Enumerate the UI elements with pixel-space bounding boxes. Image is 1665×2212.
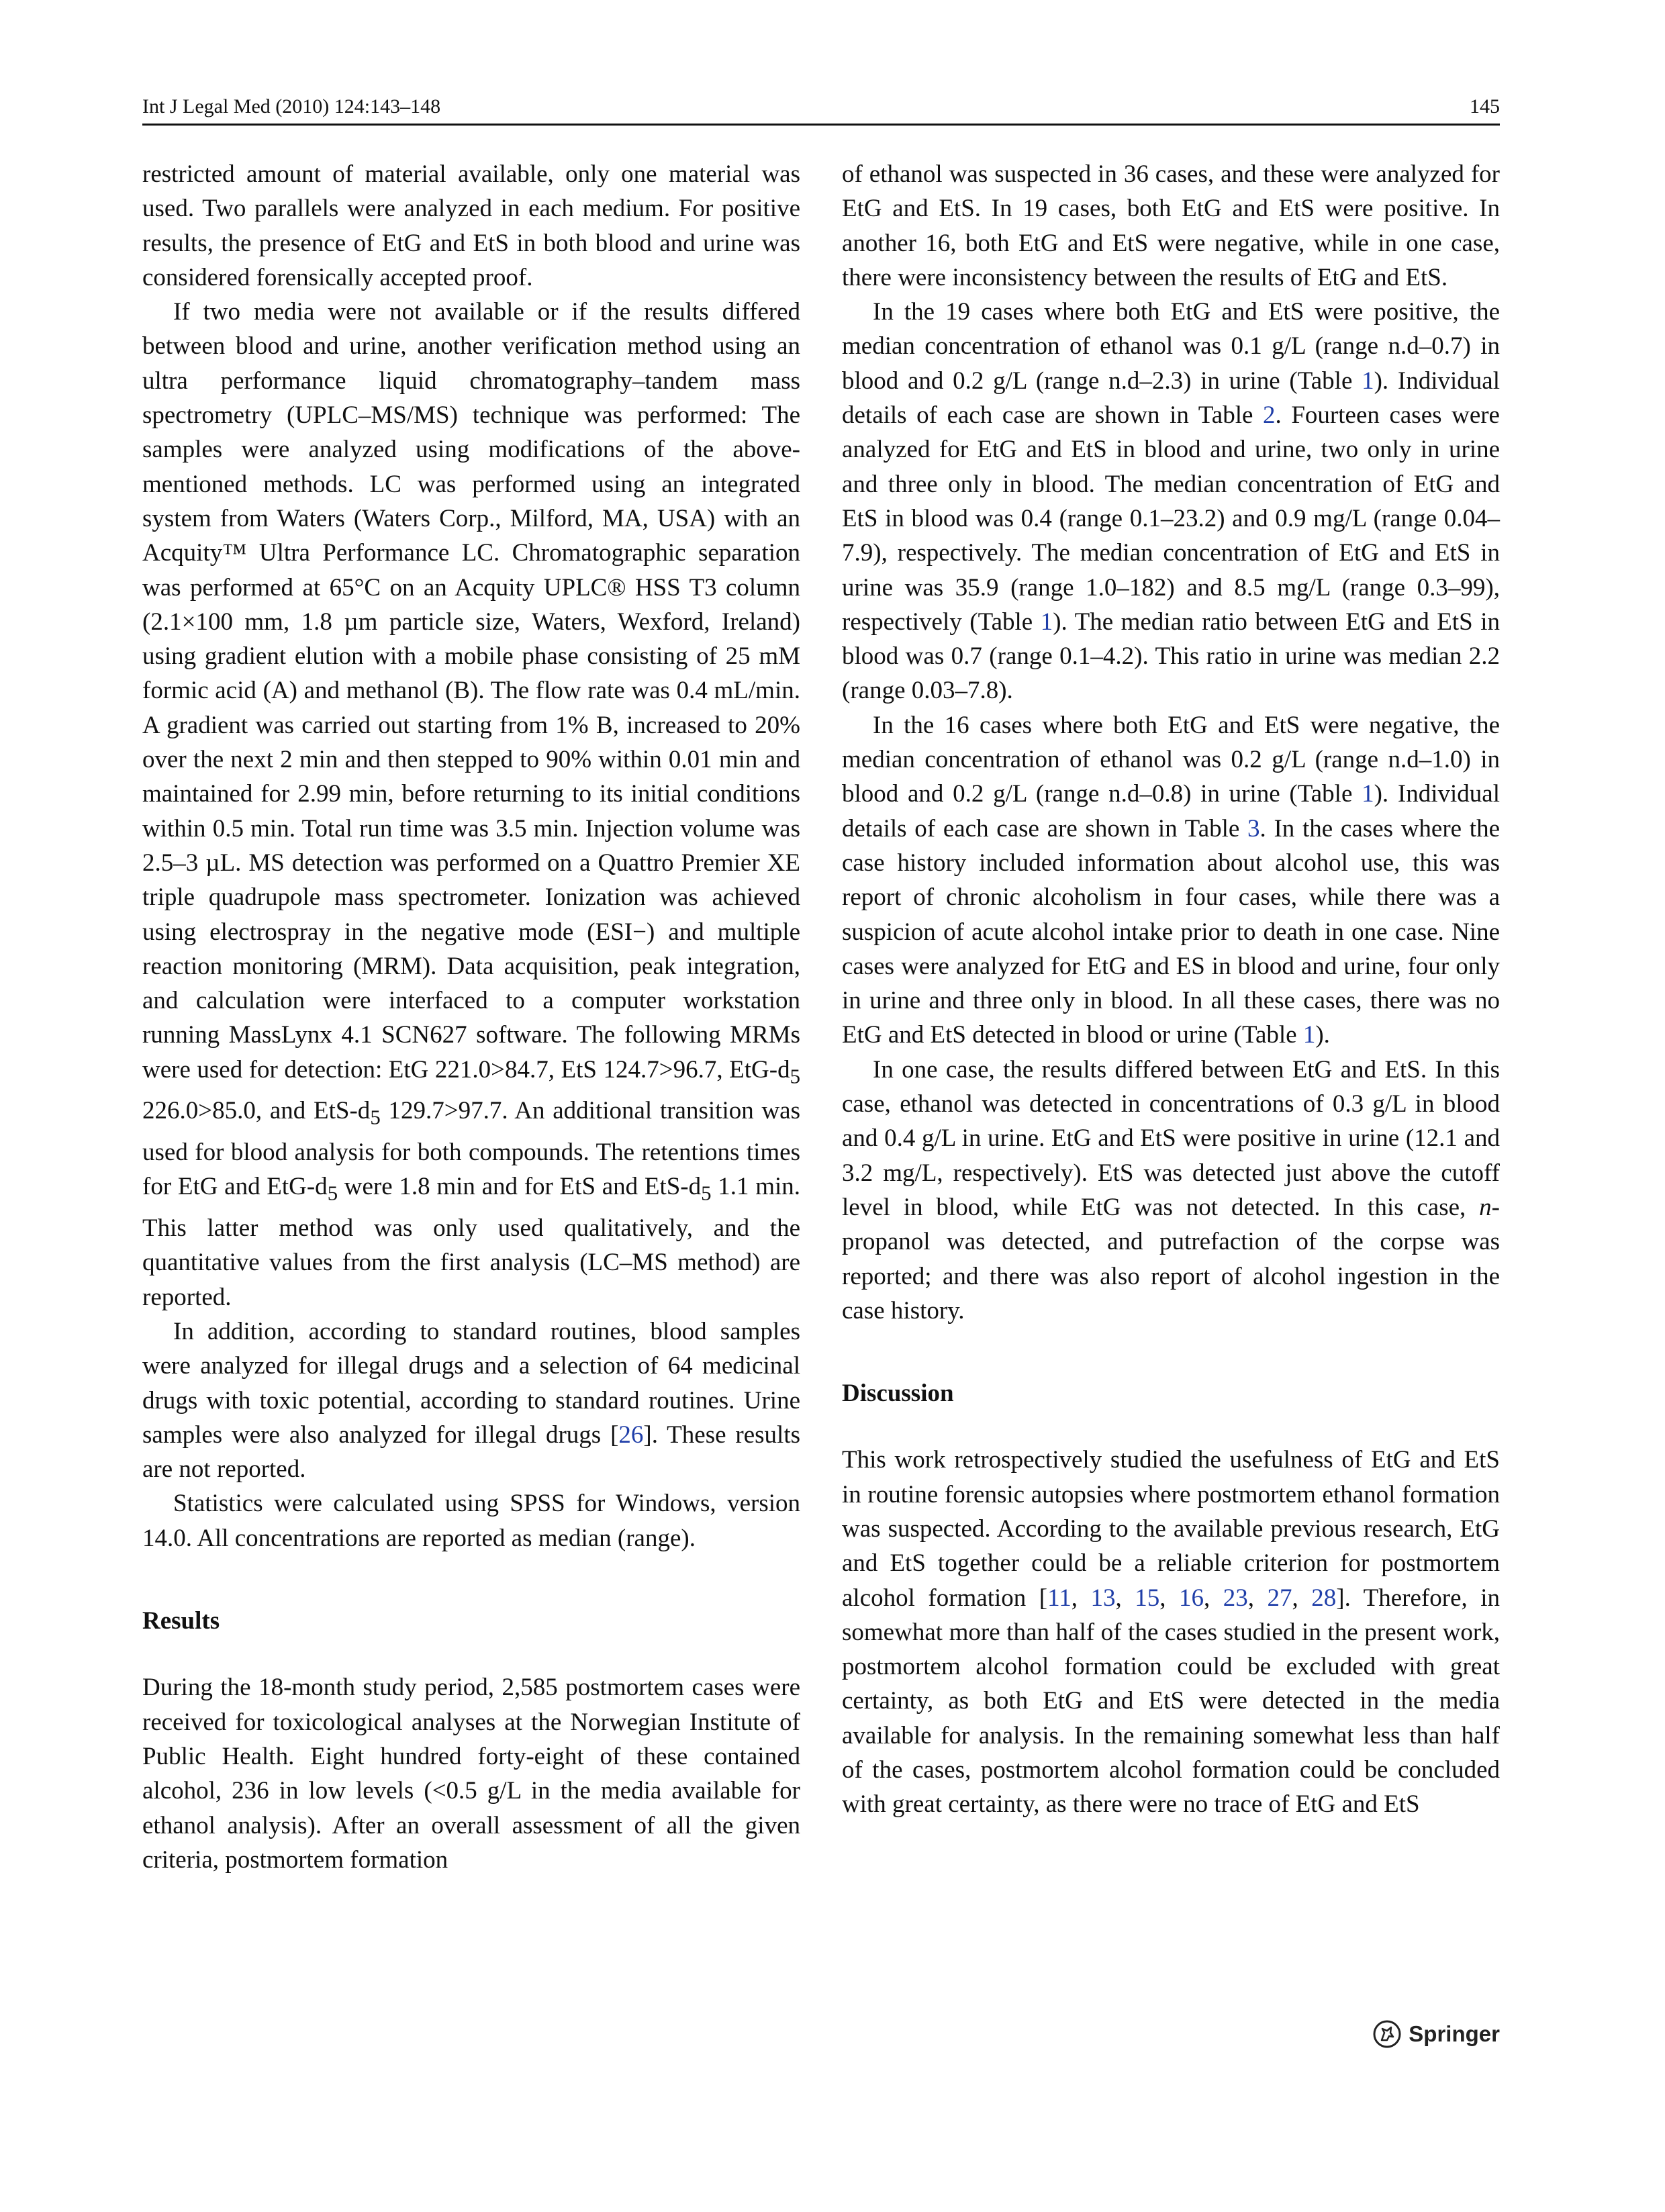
- paragraph: In the 16 cases where both EtG and EtS were negative, the median concentration of ethanol was 0.2 g/L (range n.d–1.0) in blood and 0.2 g/L (range n.d–0.8) in urine (Table 1). Individual details of each case are shown in Table 3. In the cases where the case history included information about alcohol use, this was report of chronic alcoholism in four cases, while there was a suspicion of acute alcohol intake prior to death in one case. Nine cases were analyzed for EtG and ES in blood and urine, four only in urine and three only in blood. In all these cases, there was no EtG and EtS detected in blood or urine (Table 1).: [842, 711, 1500, 1049]
- table-link[interactable]: 1: [1040, 608, 1053, 636]
- citation-link[interactable]: 23: [1223, 1584, 1248, 1612]
- citation-link[interactable]: 15: [1135, 1584, 1160, 1612]
- paragraph: This work retrospectively studied the usefulness of EtG and EtS in routine forensic autopsies where postmortem ethanol formation was suspected. According to the available previous research, EtG and EtS together could be a reliable criterion for postmortem alcohol formation [11, 13, 15, 16, 23, 27, 28]. Therefore, in somewhat more than half of the cases studied in the present work, postmortem alcohol formation could be excluded with great certainty, as both EtG and EtS were detected in the media available for analysis. In the remaining somewhat less than half of the cases, postmortem alcohol formation could be concluded with great certainty, as there were no trace of EtG and EtS: [842, 1446, 1501, 1819]
- table-link[interactable]: 1: [1362, 780, 1374, 808]
- citation-link[interactable]: 27: [1267, 1584, 1292, 1612]
- paragraph: Statistics were calculated using SPSS for Windows, version 14.0. All concentrations are reported as median (range).: [142, 1490, 800, 1552]
- journal-citation: Int J Legal Med (2010) 124:143–148: [142, 95, 441, 117]
- table-link[interactable]: 3: [1247, 814, 1260, 843]
- left-column: [142, 157, 800, 1877]
- citation-link[interactable]: 11: [1047, 1584, 1072, 1612]
- paragraph: restricted amount of material available, only one material was used. Two parallels were analyzed in each medium. For positive results, the presence of EtG and EtS in both blood and urine was considered forensically accepted proof.: [142, 160, 800, 291]
- publisher-name: Springer: [1409, 2021, 1500, 2046]
- citation-link[interactable]: 28: [1311, 1584, 1337, 1612]
- section-heading-discussion: Discussion: [842, 1380, 954, 1408]
- paragraph-uplc-method: If two media were not available or if the results differed between blood and urine, another verification method using an ultra performance liquid chromatography–tandem mass spectrometry (UPLC–MS/MS) technique was performed: The samples were analyzed using modifications of the above-mentioned methods. LC was performed using an integrated system from Waters (Waters Corp., Milford, MA, USA) with an Acquity™ Ultra Performance LC. Chromatographic separation was performed at 65°C on an Acquity UPLC® HSS T3 column (2.1×100 mm, 1.8 µm particle size, Waters, Wexford, Ireland) using gradient elution with a mobile phase consisting of 25 mM formic acid (A) and methanol (B). The flow rate was 0.4 mL/min. A gradient was carried out starting from 1% B, increased to 20% over the next 2 min and then stepped to 90% within 0.01 min and maintained for 2.99 min, before returning to its initial conditions within 0.5 min. Total run time was 3.5 min. Injection volume was 2.5–3 µL. MS detection was performed on a Quattro Premier XE triple quadrupole mass spectrometer. Ionization was achieved using electrospray in the negative mode (ESI−) and multiple reaction monitoring (MRM). Data acquisition, peak integration, and calculation were interfaced to a computer workstation running MassLynx 4.1 SCN627 software. The following MRMs were used for detection: EtG 221.0>84.7, EtS 124.7>96.7, EtG-$d_5$ 226.0>85.0, and EtS-$d_5$ 129.7>97.7. An additional transition was used for blood analysis for both compounds. The retentions times for EtG and EtG-$d_5$ were 1.8 min and for EtS and EtS-$d_5$ 1.1 min. This latter method was only used qualitatively, and the quantitative values from the first analysis (LC–MS method) are reported.: [142, 298, 801, 1311]
- table-link[interactable]: 1: [1302, 1021, 1316, 1049]
- page-number: 145: [1470, 95, 1500, 117]
- springer-horse-icon: [1372, 2019, 1402, 2049]
- paragraph: of ethanol was suspected in 36 cases, and these were analyzed for EtG and EtS. In 19 cases, both EtG and EtS were positive. In another 16, both EtG and EtS were negative, while in one case, there were inconsistency between the results of EtG and EtS.: [842, 160, 1500, 291]
- citation-link[interactable]: 26: [618, 1421, 644, 1449]
- header-rule: [142, 124, 1500, 126]
- table-link[interactable]: 2: [1263, 401, 1276, 430]
- table-link[interactable]: 1: [1362, 367, 1374, 395]
- paragraph: During the 18-month study period, 2,585 postmortem cases were received for toxicological analyses at the Norwegian Institute of Public Health. Eight hundred forty-eight of these contained alcohol, 236 in low levels (<0.5 g/L in the media available for ethanol analysis). After an overall assessment of all the given criteria, postmortem formation: [142, 1674, 800, 1874]
- citation-link[interactable]: 13: [1090, 1584, 1116, 1612]
- publisher-footer: [1372, 2015, 1500, 2053]
- paragraph: In addition, according to standard routines, blood samples were analyzed for illegal drugs and a selection of 64 medicinal drugs with toxic potential, according to standard routines. Urine samples were also analyzed for illegal drugs [26]. These results are not reported.: [142, 1317, 800, 1484]
- paragraph: In one case, the results differed between EtG and EtS. In this case, ethanol was detected in concentrations of 0.3 g/L in blood and 0.4 g/L in urine. EtG and EtS were positive in urine (12.1 and 3.2 mg/L, respectively). EtS was detected just above the cutoff level in blood, while EtG was not detected. In this case, n-propanol was detected, and putrefaction of the corpse was reported; and there was also report of alcohol ingestion in the case history.: [842, 1055, 1500, 1325]
- paragraph: In the 19 cases where both EtG and EtS were positive, the median concentration of ethanol was 0.1 g/L (range n.d–0.7) in blood and 0.2 g/L (range n.d–2.3) in urine (Table 1). Individual details of each case are shown in Table 2. Fourteen cases were analyzed for EtG and EtS in blood and urine, two only in urine and three only in blood. The median concentration of EtG and EtS in blood was 0.4 (range 0.1–23.2) and 0.9 mg/L (range 0.04–7.9), respectively. The median concentration of EtG and EtS in urine was 35.9 (range 1.0–182) and 8.5 mg/L (range 0.3–99), respectively (Table 1). The median ratio between EtG and EtS in blood was 0.7 (range 0.1–4.2). This ratio in urine was median 2.2 (range 0.03–7.8).: [842, 298, 1500, 705]
- section-heading-results: Results: [142, 1607, 220, 1635]
- citation-link[interactable]: 16: [1179, 1584, 1204, 1612]
- right-column: [842, 157, 1500, 1822]
- running-header: [142, 90, 1500, 124]
